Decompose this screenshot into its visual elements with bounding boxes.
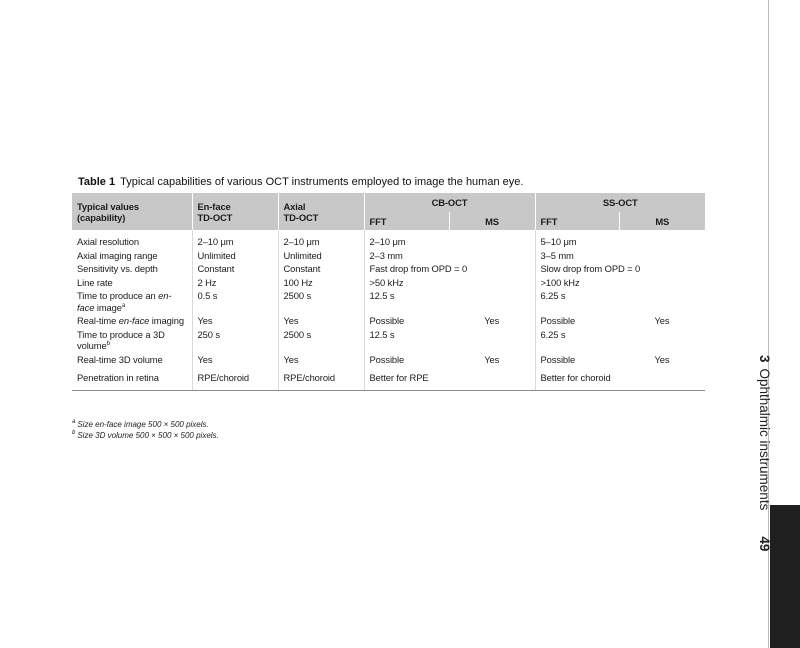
cell-cb-fft: Fast drop from OPD = 0 [364,262,535,276]
cell-ss-fft: >100 kHz [540,276,580,288]
table-row [72,230,705,249]
cell-enface: Yes [192,314,278,328]
row-label: Time to produce a 3D volume$^b$ [72,328,192,353]
oct-capabilities-table [72,193,705,391]
header-ss-oct: SS-OCT [535,193,705,212]
row-label: Real-time 3D volume [72,353,192,367]
cell-ss-fft: Possible [540,353,576,365]
cell-ss-fft: Possible [540,315,576,326]
cell-axial: Yes [278,314,364,328]
cell-ss-fft: Slow drop from OPD = 0 [540,263,641,274]
cell-cb-ms [449,289,535,314]
cell-cb-ms [449,249,535,263]
cell-ss-fft: 6.25 s [540,328,566,340]
table-footnotes [72,419,219,441]
cell-cb-ms: Yes [449,314,535,328]
row-label: Real-time en-face imaging [72,314,192,328]
table-row [72,353,705,367]
cell-enface: 0.5 s [192,289,278,314]
header-row-group [72,193,705,212]
cell-enface: Constant [192,262,278,276]
cell-ss-ms [619,249,705,263]
cell-cb-fft: Better for RPE [364,366,449,390]
table-row [72,366,705,390]
table-row [72,262,705,276]
cell-axial: 2–10 μm [278,230,364,249]
cell-enface: 250 s [192,328,278,353]
cell-enface: Yes [192,353,278,367]
cell-cb-fft: 2–3 mm [369,249,403,261]
table-row [72,314,705,328]
header-cb-oct: CB-OCT [364,193,535,212]
footnote-b: $^b$ Size 3D volume 500 × 500 × 500 pixels. [72,430,219,440]
footnote-marker: b [106,340,110,347]
cell-cb-ms [449,230,535,249]
cell-ss-fft: 5–10 μm [540,236,577,247]
cell-ss-fft: Better for choroid [535,366,619,390]
cell-axial: Constant [278,262,364,276]
cell-cb-fft: Possible [369,315,405,326]
cell-cb-ms [449,328,535,353]
row-label: Line rate [72,276,192,290]
table-row [72,276,705,290]
table-caption [78,176,523,188]
cell-cb-fft: >50 kHz [369,276,404,288]
cell-axial: 2500 s [278,289,364,314]
thumb-index-tab [770,505,800,648]
header-ss-ms: MS [619,212,705,230]
cell-axial: Unlimited [278,249,364,263]
cell-enface: 2–10 μm [192,230,278,249]
cell-cb-fft: Possible [369,353,405,365]
row-label: Penetration in retina [72,366,192,390]
row-label: Sensitivity vs. depth [72,262,192,276]
cell-ss-ms [619,289,705,314]
row-label: Time to produce an en-face image$^a$ [72,289,192,314]
footnote-marker: a [121,302,126,309]
table-row [72,328,705,353]
chapter-title: Ophthalmic instruments [757,368,772,511]
header-cb-fft: FFT [364,212,449,230]
cell-cb-fft: 12.5 s [369,290,395,301]
header-enface-tdoct: En-face TD-OCT [192,193,278,230]
table-caption-text: Typical capabilities of various OCT instruments employed to image the human eye. [120,176,524,188]
table-row [72,289,705,314]
header-ss-fft: FFT [535,212,619,230]
header-cb-ms: MS [449,212,535,230]
cell-axial: RPE/choroid [278,366,364,390]
cell-cb-ms [449,276,535,290]
cell-enface: Unlimited [192,249,278,263]
cell-cb-fft: 12.5 s [369,328,395,340]
header-axial-tdoct: Axial TD-OCT [278,193,364,230]
table-caption-label: Table 1 [78,176,116,188]
cell-ss-ms [619,276,705,290]
cell-axial: Yes [278,353,364,367]
cell-ss-ms: Yes [654,353,670,365]
cell-ss-fft: 6.25 s [540,290,566,301]
cell-ss-ms: Yes [654,315,670,326]
cell-axial: 2500 s [278,328,364,353]
cell-ss-fft: 3–5 mm [540,249,574,261]
cell-cb-ms: Yes [449,353,535,367]
row-label: Axial resolution [72,230,192,249]
cell-ss-ms [619,366,705,390]
running-head [757,355,772,551]
cell-enface: RPE/choroid [192,366,278,390]
cell-enface: 2 Hz [192,276,278,290]
cell-cb-ms [449,366,535,390]
chapter-number: 3 [757,355,772,363]
cell-cb-fft: 2–10 μm [369,236,406,247]
table-row [72,249,705,263]
cell-axial: 100 Hz [278,276,364,290]
cell-ss-ms [619,230,705,249]
footnote-a: $^a$ Size en-face image 500 × 500 pixels. [72,419,209,429]
header-typical-values: Typical values (capability) [72,193,192,230]
page-number: 49 [757,536,772,552]
cell-ss-ms [619,328,705,353]
row-label: Axial imaging range [72,249,192,263]
